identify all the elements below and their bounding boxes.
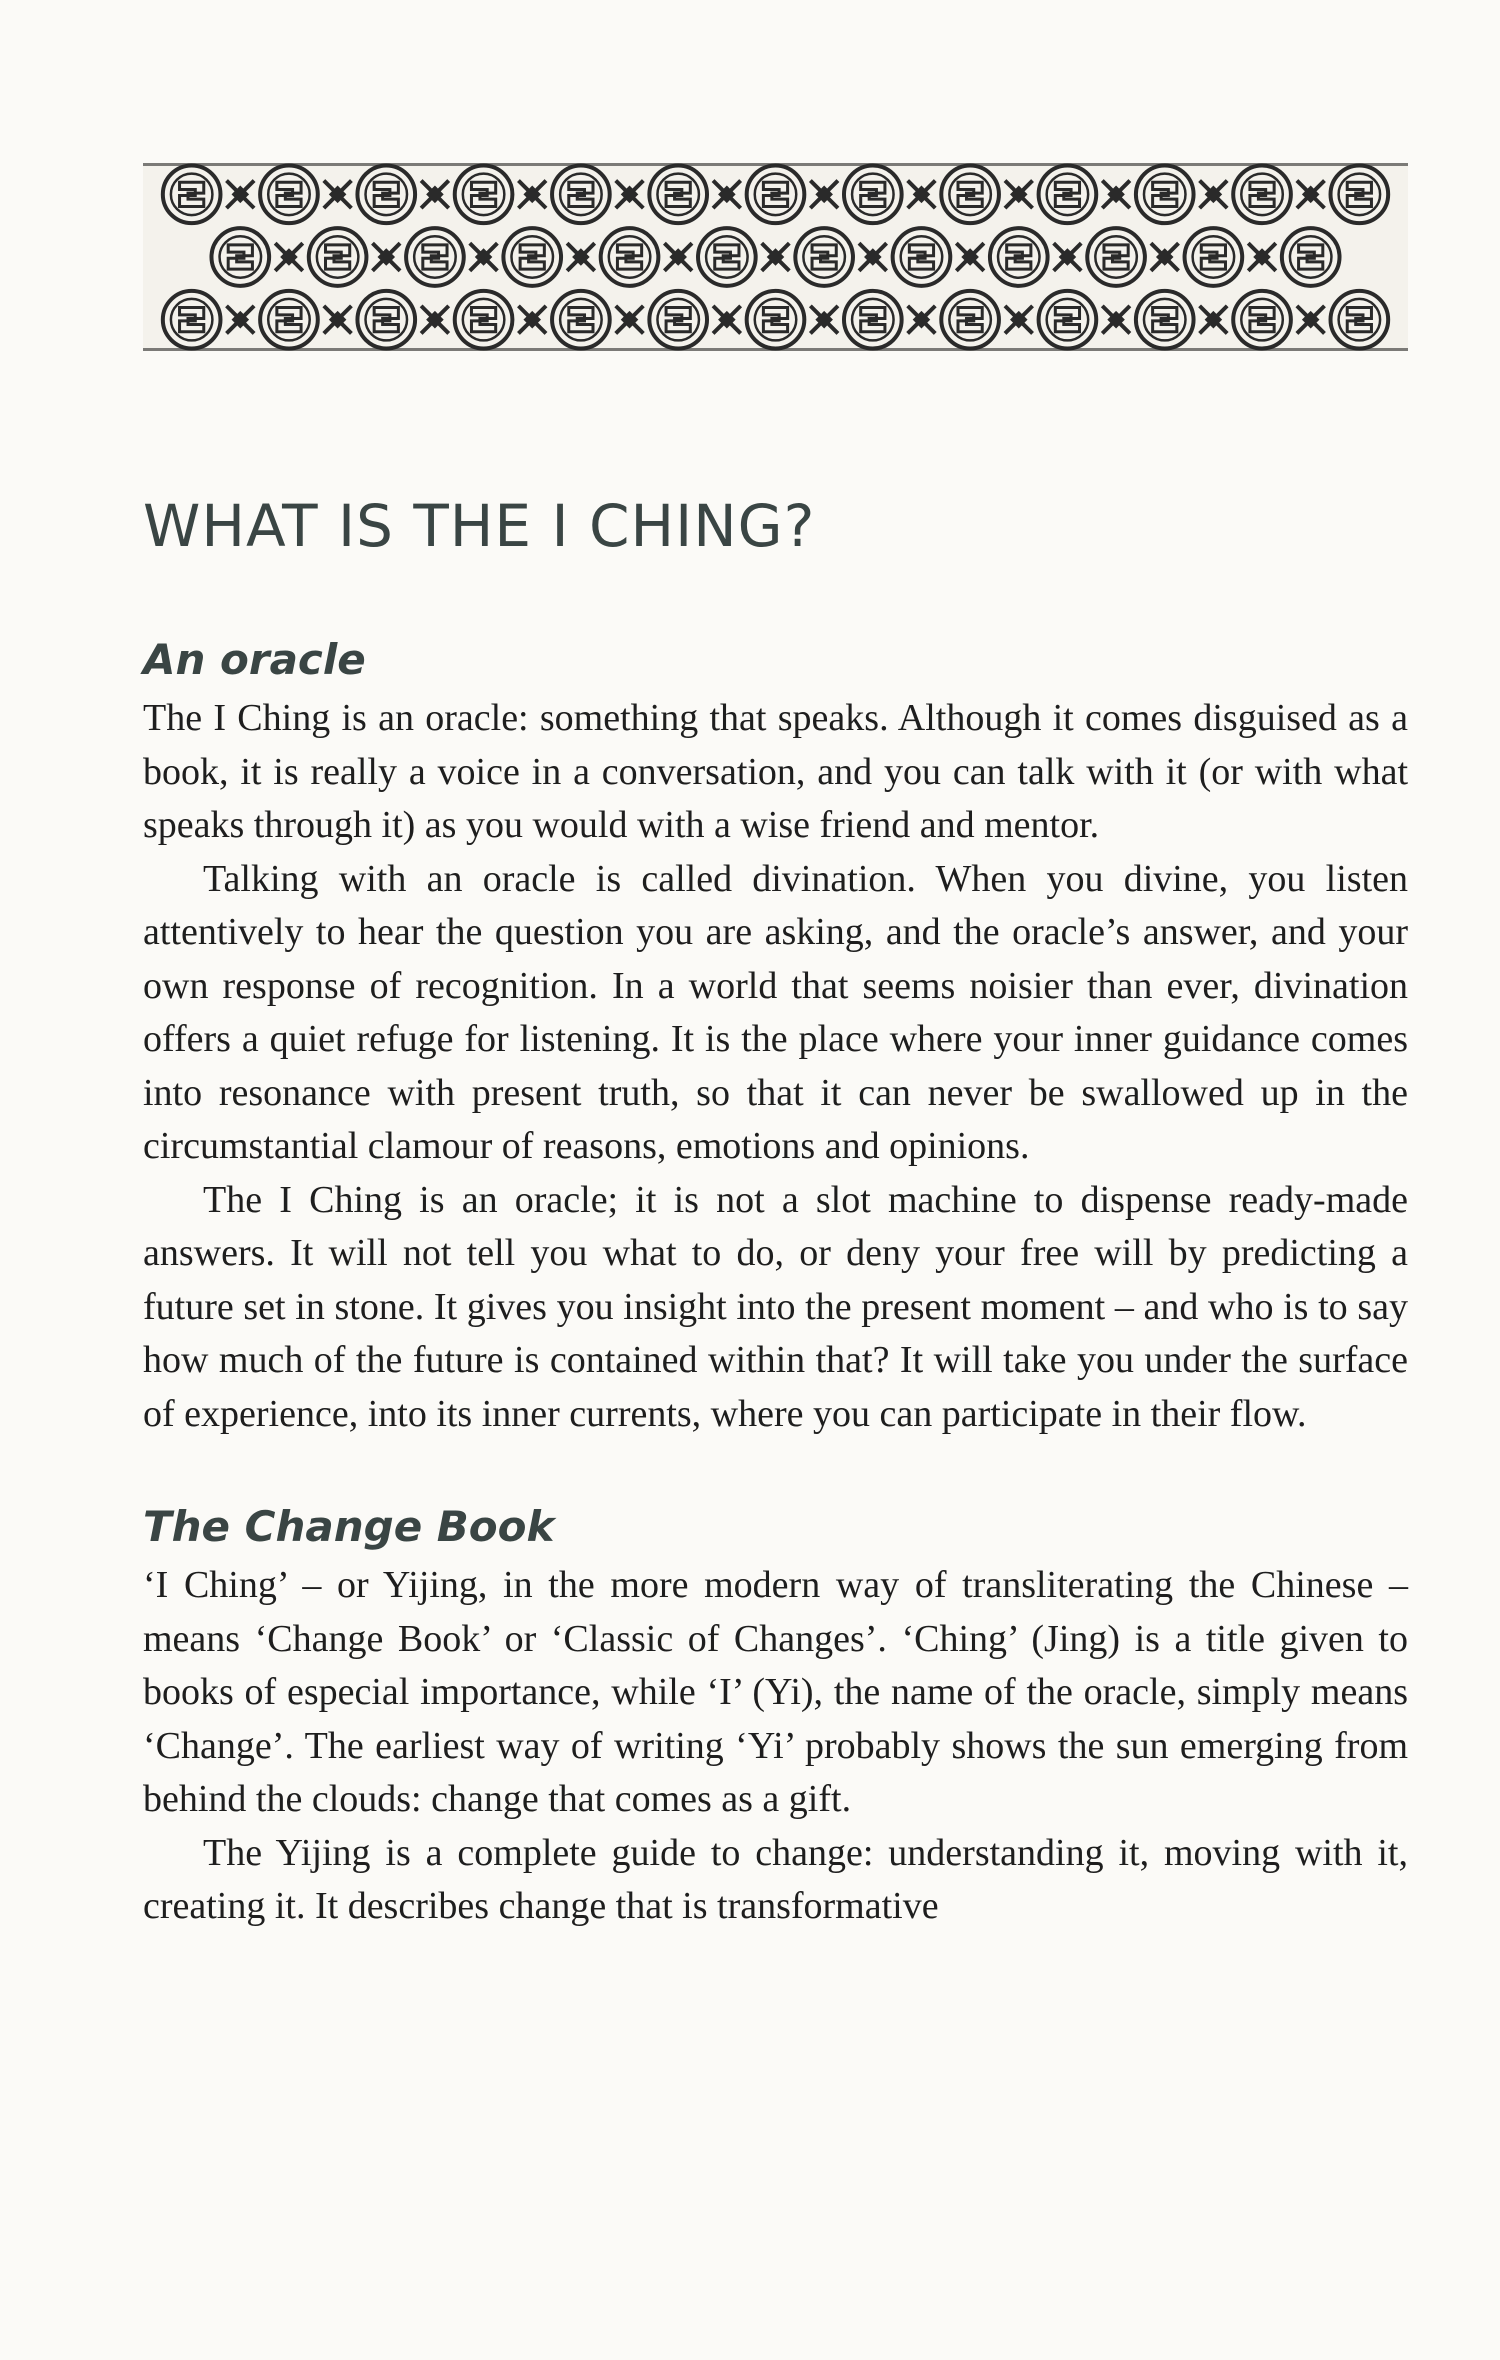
paragraph: The I Ching is an oracle: something that speaks. Although it comes disguised as a book, it is really a voice in a conversation, and you can talk with it (or with what speaks through it) as you would with a wise friend and mentor. [143, 697, 1408, 846]
lattice-border-graphic [143, 163, 1408, 351]
page-content [143, 478, 1408, 1934]
paragraph: Talking with an oracle is called divination. When you divine, you listen attentively to hear the question you are asking, and the oracle’s answer, and your own response of recognition. In a world that seems noisier than ever, divination offers a quiet refuge for listening. It is the place where your inner guidance comes into resonance with present truth, so that it can never be swallowed up in the circumstantial clamour of reasons, emotions and opinions. [143, 857, 1408, 1167]
section-heading-the-change-book: The Change Book [143, 1502, 555, 1551]
decorative-lattice-border [143, 163, 1408, 351]
border-edge [143, 348, 1408, 351]
paragraph: The Yijing is a complete guide to change: understanding it, moving with it, creating it. It describes change that is transformative [143, 1831, 1408, 1927]
section-heading-an-oracle: An oracle [143, 635, 366, 684]
border-edge [143, 163, 1408, 166]
paragraph: The I Ching is an oracle; it is not a slot machine to dispense ready-made answers. It will not tell you what to do, or deny your free will by predicting a future set in stone. It gives you insight into the present moment – and who is to say how much of the future is contained within that? It will take you under the surface of experience, into its inner currents, where you can participate in their flow. [143, 1178, 1408, 1435]
paragraph: ‘I Ching’ – or Yijing, in the more modern way of transliterating the Chinese – means ‘Change Book’ or ‘Classic of Changes’. ‘Ching’ (Jing) is a title given to books of especial importance, while ‘I’ (Yi), the name of the oracle, simply means ‘Change’. The earliest way of writing ‘Yi’ probably shows the sun emerging from behind the clouds: change that comes as a gift. [143, 1564, 1408, 1820]
chapter-title: WHAT IS THE I CHING? [143, 492, 816, 560]
